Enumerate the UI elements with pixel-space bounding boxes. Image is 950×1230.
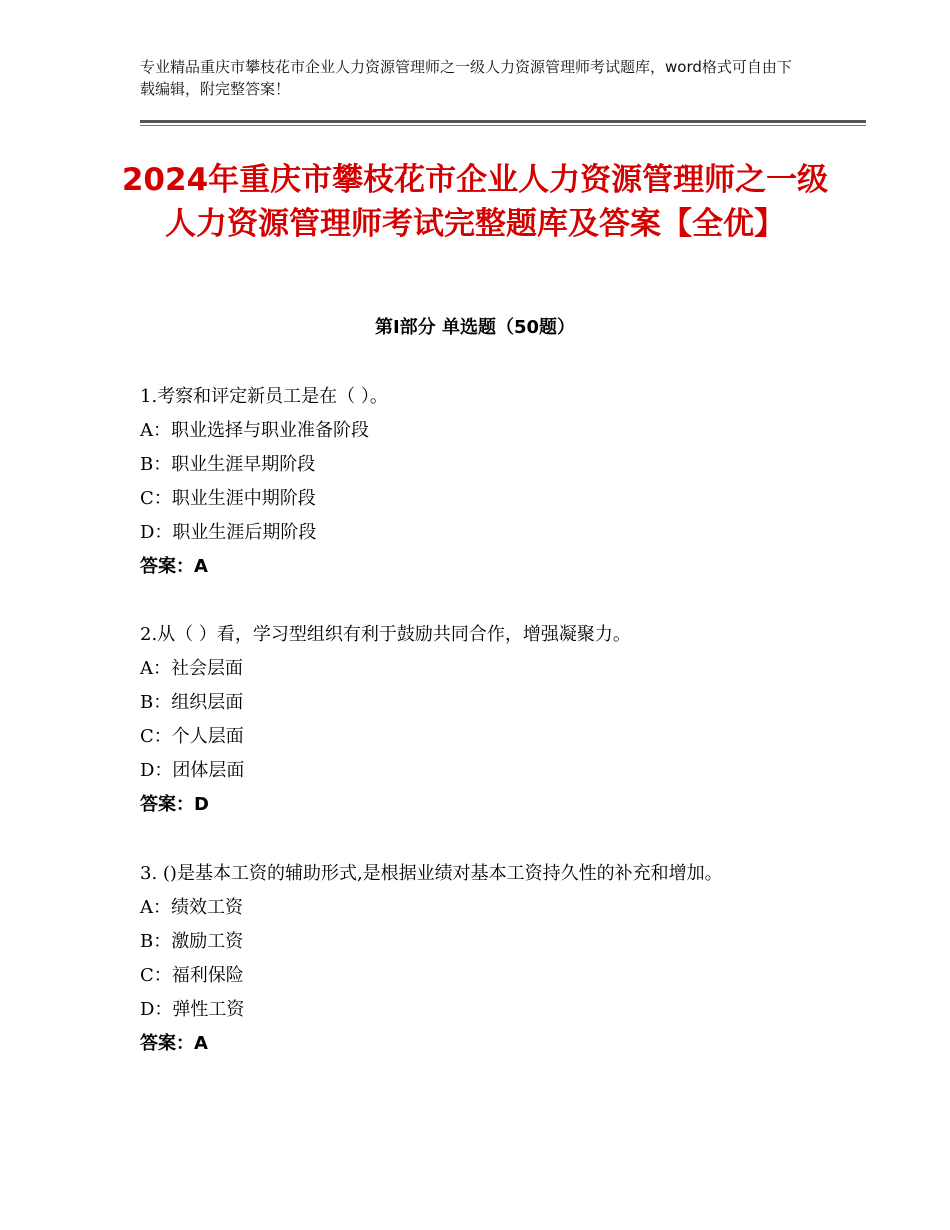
option-b: B：职业生涯早期阶段	[140, 454, 316, 475]
header-note: 专业精品重庆市攀枝花市企业人力资源管理师之一级人力资源管理师考试题库，word格式可自由下载编辑，附完整答案！	[140, 58, 792, 98]
question-2	[140, 618, 820, 822]
option-d: D：团体层面	[140, 760, 245, 781]
section-title: 第Ⅰ部分 单选题（50题）	[374, 317, 575, 338]
question-stem: 3. ()是基本工资的辅助形式,是根据业绩对基本工资持久性的补充和增加。	[140, 863, 723, 884]
option-b: B：组织层面	[140, 692, 244, 713]
header-divider-thick	[140, 120, 866, 123]
option-c: C：职业生涯中期阶段	[140, 488, 316, 509]
answer: 答案：A	[140, 1033, 208, 1054]
option-c: C：个人层面	[140, 726, 244, 747]
option-b: B：激励工资	[140, 931, 244, 952]
question-3	[140, 857, 820, 1061]
option-c: C：福利保险	[140, 965, 244, 986]
document-title: 2024年重庆市攀枝花市企业人力资源管理师之一级人力资源管理师考试完整题库及答案【全优】	[121, 162, 829, 242]
question-stem: 1.考察和评定新员工是在（ ）。	[140, 386, 388, 407]
header-divider-thin	[140, 125, 866, 126]
option-d: D：职业生涯后期阶段	[140, 522, 317, 543]
option-d: D：弹性工资	[140, 999, 245, 1020]
option-a: A：绩效工资	[140, 897, 243, 918]
option-a: A：职业选择与职业准备阶段	[140, 420, 369, 441]
question-stem: 2.从（ ）看，学习型组织有利于鼓励共同合作，增强凝聚力。	[140, 624, 631, 645]
question-1	[140, 380, 820, 584]
answer: 答案：A	[140, 556, 208, 577]
option-a: A：社会层面	[140, 658, 243, 679]
answer: 答案：D	[140, 794, 209, 815]
